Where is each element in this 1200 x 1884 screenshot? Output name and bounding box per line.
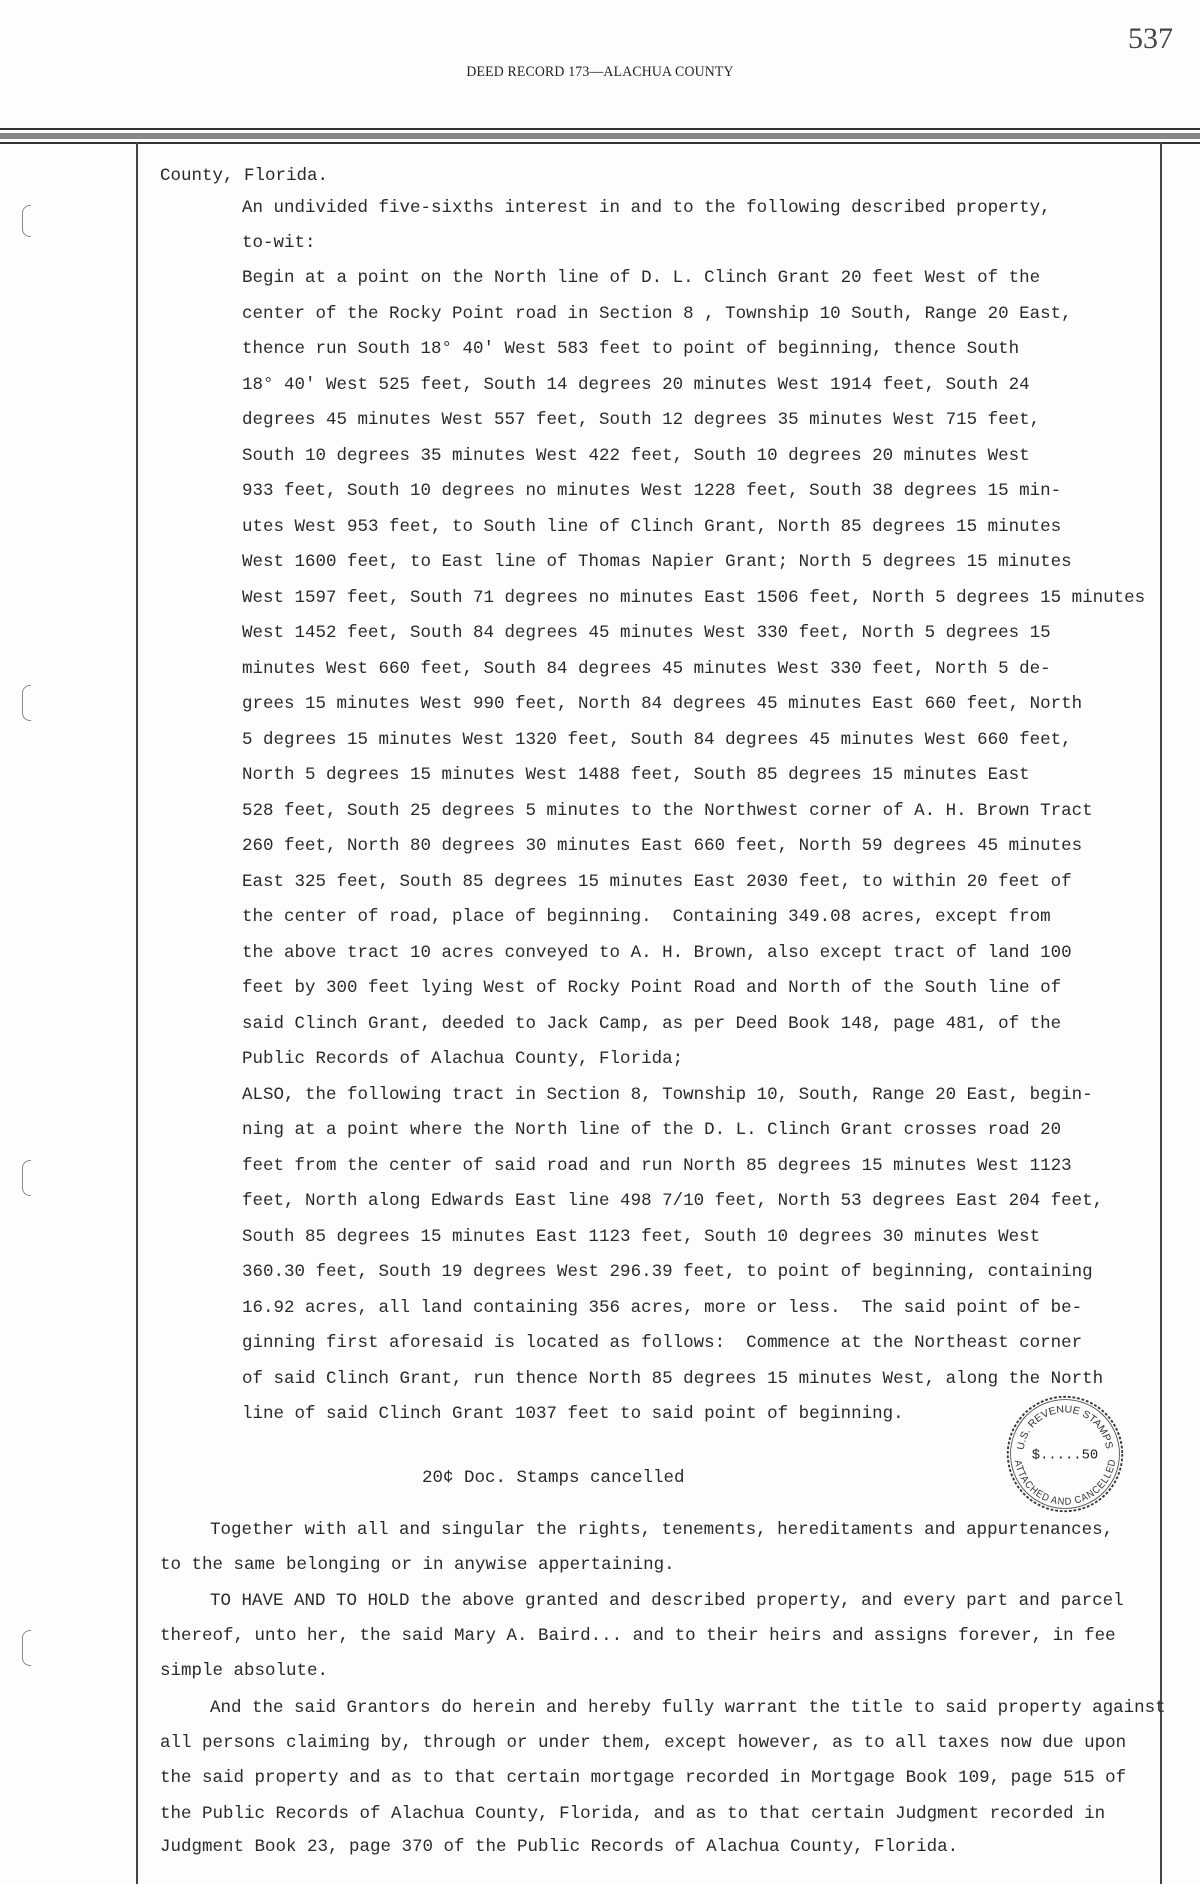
deed-text-line: thence run South 18° 40' West 583 feet to point of beginning, thence South xyxy=(242,339,1020,359)
deed-text-line: said Clinch Grant, deeded to Jack Camp, as per Deed Book 148, page 481, of the xyxy=(242,1013,1062,1034)
deed-text-line: utes West 953 feet, to South line of Clinch Grant, North 85 degrees 15 minutes xyxy=(242,516,1062,537)
deed-text-line: An undivided five-sixths interest in and to the following described property, xyxy=(242,198,1051,218)
deed-text-line: degrees 45 minutes West 557 feet, South 12 degrees 35 minutes West 715 feet, xyxy=(242,410,1041,430)
deed-text-line: center of the Rocky Point road in Section 8 , Township 10 South, Range 20 East, xyxy=(242,303,1072,324)
right-margin-line xyxy=(1160,142,1162,1884)
deed-text-line: North 5 degrees 15 minutes West 1488 feet, South 85 degrees 15 minutes East xyxy=(242,765,1030,785)
deed-text-line: feet, North along Edwards East line 498 7/10 feet, North 53 degrees East 204 feet, xyxy=(242,1191,1104,1211)
deed-text-line: of said Clinch Grant, run thence North 85 degrees 15 minutes West, along the North xyxy=(242,1368,1104,1389)
deed-text-line: 528 feet, South 25 degrees 5 minutes to the Northwest corner of A. H. Brown Tract xyxy=(242,800,1093,821)
revenue-stamp-seal xyxy=(1005,1394,1125,1514)
deed-text-line: South 10 degrees 35 minutes West 422 feet, South 10 degrees 20 minutes West xyxy=(242,445,1030,466)
deed-text-line: West 1597 feet, South 71 degrees no minutes East 1506 feet, North 5 degrees 15 minutes xyxy=(242,587,1146,608)
deed-text-line: West 1600 feet, to East line of Thomas Napier Grant; North 5 degrees 15 minutes xyxy=(242,552,1072,572)
header-rule-top xyxy=(0,128,1200,130)
deed-text-line: to-wit: xyxy=(242,233,316,253)
stamp-top-text: U.S. REVENUE STAMPS xyxy=(1015,1404,1115,1451)
stamp-amount: $.....50 xyxy=(1031,1447,1099,1464)
binding-mark xyxy=(22,205,31,237)
doc-stamps-note: 20¢ Doc. Stamps cancelled xyxy=(422,1468,685,1488)
header-rule-thick xyxy=(0,133,1200,139)
header-rule-bottom xyxy=(0,142,1200,144)
left-margin-line xyxy=(136,142,138,1884)
deed-text-line: grees 15 minutes West 990 feet, North 84 degrees 45 minutes East 660 feet, North xyxy=(242,694,1083,714)
deed-text-line: 933 feet, South 10 degrees no minutes West 1228 feet, South 38 degrees 15 min- xyxy=(242,481,1062,501)
deed-text-line: to the same belonging or in anywise appertaining. xyxy=(160,1555,675,1575)
deed-text-line: 18° 40' West 525 feet, South 14 degrees 20 minutes West 1914 feet, South 24 xyxy=(242,374,1030,395)
deed-text-line: all persons claiming by, through or under them, except however, as to all taxes now due upon xyxy=(160,1733,1127,1753)
deed-text-line: ginning first aforesaid is located as follows: Commence at the Northeast corner xyxy=(242,1333,1083,1353)
deed-text-line: the center of road, place of beginning. Containing 349.08 acres, except from xyxy=(242,907,1051,927)
deed-text-line: Public Records of Alachua County, Florida; xyxy=(242,1049,684,1069)
deed-text-line: 16.92 acres, all land containing 356 acres, more or less. The said point of be- xyxy=(242,1297,1083,1318)
deed-text-line: Together with all and singular the rights, tenements, hereditaments and appurtenances, xyxy=(210,1520,1114,1540)
deed-text-line: thereof, unto her, the said Mary A. Baird... and to their heirs and assigns forever, in fee xyxy=(160,1626,1116,1646)
deed-text-line: simple absolute. xyxy=(160,1661,329,1681)
binding-mark xyxy=(22,685,31,721)
deed-text-line: Judgment Book 23, page 370 of the Public Records of Alachua County, Florida. xyxy=(160,1837,959,1857)
deed-text-line: the Public Records of Alachua County, Florida, and as to that certain Judgment recorded in xyxy=(160,1804,1106,1824)
deed-text-line: East 325 feet, South 85 degrees 15 minutes East 2030 feet, to within 20 feet of xyxy=(242,871,1072,892)
deed-text-line: 5 degrees 15 minutes West 1320 feet, South 84 degrees 45 minutes West 660 feet, xyxy=(242,729,1072,750)
deed-text-line: West 1452 feet, South 84 degrees 45 minutes West 330 feet, North 5 degrees 15 xyxy=(242,623,1051,643)
deed-text-line: ALSO, the following tract in Section 8, Township 10, South, Range 20 East, begin- xyxy=(242,1084,1093,1105)
deed-text-line: 260 feet, North 80 degrees 30 minutes East 660 feet, North 59 degrees 45 minutes xyxy=(242,836,1083,856)
stamp-bottom-text: ATTACHED AND CANCELLED xyxy=(1011,1458,1119,1508)
deed-text-line: the above tract 10 acres conveyed to A. H. Brown, also except tract of land 100 xyxy=(242,942,1072,963)
deed-text-line: And the said Grantors do herein and hereby fully warrant the title to said property against xyxy=(210,1698,1166,1718)
deed-text-line: ning at a point where the North line of the D. L. Clinch Grant crosses road 20 xyxy=(242,1120,1062,1140)
deed-text-line: Begin at a point on the North line of D. L. Clinch Grant 20 feet West of the xyxy=(242,268,1041,288)
deed-text-line: minutes West 660 feet, South 84 degrees 45 minutes West 330 feet, North 5 de- xyxy=(242,658,1051,679)
binding-mark xyxy=(22,1630,31,1666)
deed-text-line: feet by 300 feet lying West of Rocky Point Road and North of the South line of xyxy=(242,978,1062,998)
deed-text-line: TO HAVE AND TO HOLD the above granted and described property, and every part and parcel xyxy=(210,1591,1124,1611)
deed-text-line: South 85 degrees 15 minutes East 1123 feet, South 10 degrees 30 minutes West xyxy=(242,1226,1041,1247)
binding-mark xyxy=(22,1160,31,1196)
page-header-title: DEED RECORD 173—ALACHUA COUNTY xyxy=(466,64,734,80)
deed-text-line: feet from the center of said road and run North 85 degrees 15 minutes West 1123 xyxy=(242,1155,1072,1176)
page-number: 537 xyxy=(1128,22,1173,55)
deed-text-line: the said property and as to that certain mortgage recorded in Mortgage Book 109, page 515 of xyxy=(160,1768,1127,1788)
deed-text-line: County, Florida. xyxy=(160,166,329,186)
deed-text-line: 360.30 feet, South 19 degrees West 296.39 feet, to point of beginning, containing xyxy=(242,1262,1093,1282)
deed-text-line: line of said Clinch Grant 1037 feet to said point of beginning. xyxy=(242,1404,904,1424)
svg-text:ATTACHED AND CANCELLED xyxy=(1012,1459,1119,1508)
